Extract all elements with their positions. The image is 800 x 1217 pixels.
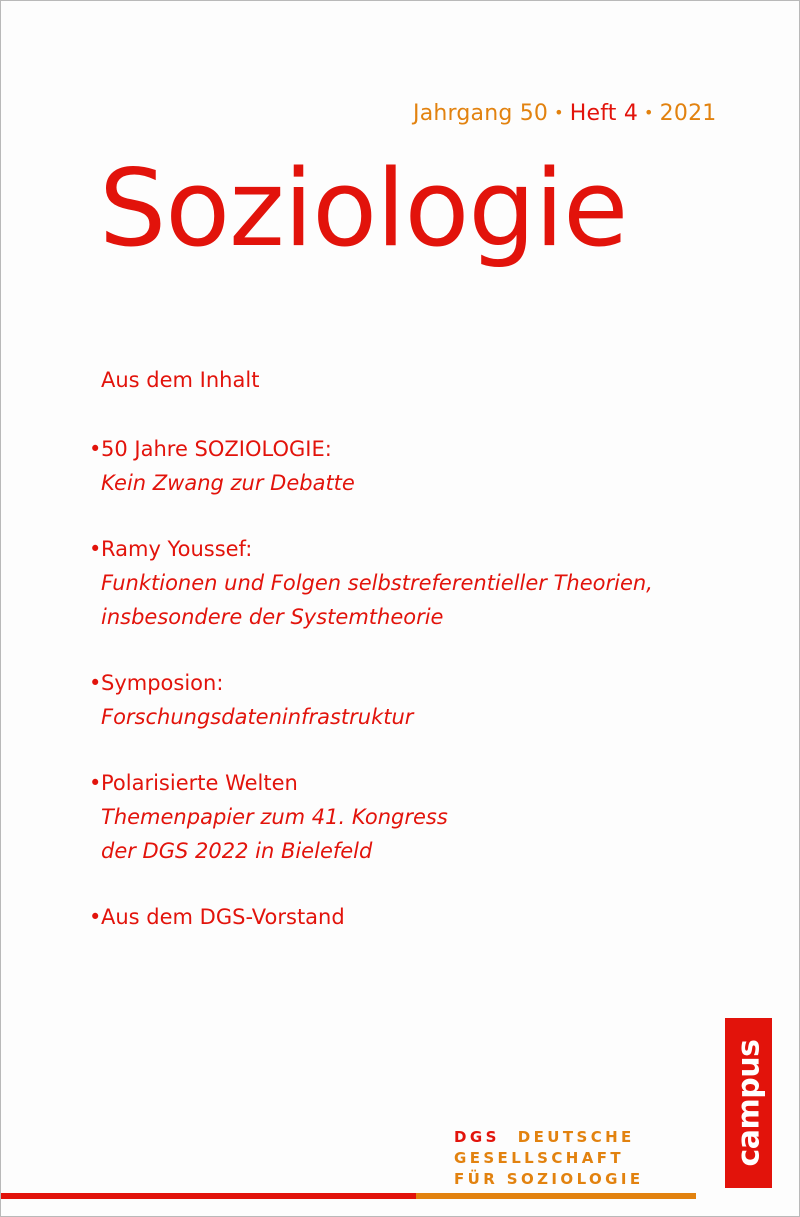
contents-item bbox=[89, 766, 729, 868]
society-line-1: DEUTSCHE bbox=[517, 1128, 635, 1146]
item-title bbox=[89, 766, 729, 800]
item-title-text: Polarisierte Welten bbox=[101, 771, 298, 795]
item-title bbox=[89, 900, 729, 934]
issue-year: 2021 bbox=[659, 101, 717, 126]
society-line-2: GESELLSCHAFT bbox=[454, 1149, 624, 1167]
item-subtitle: insbesondere der Systemtheorie bbox=[101, 605, 444, 629]
publisher-name: campus bbox=[731, 1039, 766, 1167]
issue-line bbox=[413, 101, 716, 126]
item-title-text: Aus dem DGS-Vorstand bbox=[101, 905, 345, 929]
bullet: • bbox=[89, 537, 102, 561]
bullet: • bbox=[89, 437, 102, 461]
item-subtitle: Kein Zwang zur Debatte bbox=[101, 471, 355, 495]
society-abbr: DGS bbox=[454, 1128, 500, 1146]
bullet: • bbox=[89, 771, 102, 795]
item-subtitle: der DGS 2022 in Bielefeld bbox=[101, 839, 373, 863]
contents-heading: Aus dem Inhalt bbox=[101, 368, 260, 392]
bullet: • bbox=[89, 905, 102, 929]
contents-item bbox=[89, 666, 729, 734]
table-of-contents bbox=[89, 366, 729, 966]
bottom-bar-red bbox=[1, 1193, 416, 1199]
separator-dot: • bbox=[554, 103, 564, 122]
item-title-text: Symposion: bbox=[101, 671, 224, 695]
item-title-text: Ramy Youssef: bbox=[101, 537, 253, 561]
journal-title: Soziologie bbox=[99, 147, 628, 270]
item-subtitle: Forschungsdateninfrastruktur bbox=[101, 705, 414, 729]
contents-item bbox=[89, 900, 729, 934]
contents-item bbox=[89, 532, 729, 634]
item-subtitle: Themenpapier zum 41. Kongress bbox=[101, 805, 448, 829]
bullet: • bbox=[89, 671, 102, 695]
separator-dot: • bbox=[644, 103, 654, 122]
item-title bbox=[89, 666, 729, 700]
item-title bbox=[89, 532, 729, 566]
contents-item bbox=[89, 432, 729, 500]
volume-label: Jahrgang 50 bbox=[413, 101, 549, 126]
item-subtitle: Funktionen und Folgen selbstreferentieller Theorien, bbox=[101, 571, 653, 595]
issue-number: Heft 4 bbox=[569, 101, 639, 126]
item-title-text: 50 Jahre SOZIOLOGIE: bbox=[101, 437, 332, 461]
society-line-3: FÜR SOZIOLOGIE bbox=[454, 1170, 644, 1188]
item-title bbox=[89, 432, 729, 466]
society-logo bbox=[454, 1127, 643, 1190]
publisher-logo bbox=[725, 1018, 772, 1188]
bottom-bar-orange bbox=[416, 1193, 696, 1199]
